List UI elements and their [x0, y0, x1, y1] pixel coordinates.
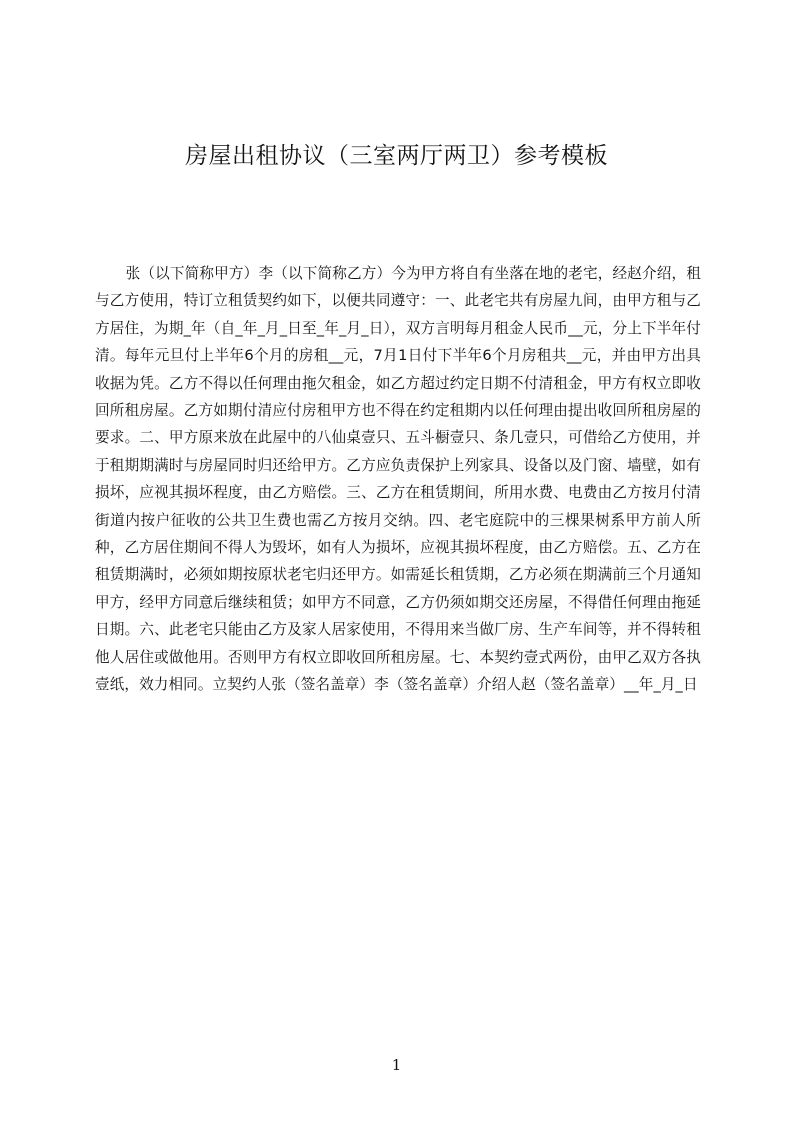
- contract-body-paragraph: 张（以下简称甲方）李（以下简称乙方）今为甲方将自有坐落在地的老宅，经赵介绍，租与乙方使用，特订立租赁契约如下，以便共同遵守：一、此老宅共有房屋九间，由甲方租与乙方居住，为期_年（自_年_月_日至_年_月_日），双方言明每月租金人民币__元，分上下半年付清。每年元旦付上半年6个月的房租__元，7月1日付下半年6个月房租共__元，并由甲方出具收据为凭。乙方不得以任何理由拖欠租金，如乙方超过约定日期不付清租金，甲方有权立即收回所租房屋。乙方如期付清应付房租甲方也不得在约定租期内以任何理由提出收回所租房屋的要求。二、甲方原来放在此屋中的八仙桌壹只、五斗橱壹只、条几壹只，可借给乙方使用，并于租期期满时与房屋同时归还给甲方。乙方应负责保护上列家具、设备以及门窗、墙壁，如有损坏，应视其损坏程度，由乙方赔偿。三、乙方在租赁期间，所用水费、电费由乙方按月付清街道内按户征收的公共卫生费也需乙方按月交纳。四、老宅庭院中的三棵果树系甲方前人所种，乙方居住期间不得人为毁坏，如有人为损坏，应视其损坏程度，由乙方赔偿。五、乙方在租赁期满时，必须如期按原状老宅归还甲方。如需延长租赁期，乙方必须在期满前三个月通知甲方，经甲方同意后继续租赁；如甲方不同意，乙方仍须如期交还房屋，不得借任何理由拖延日期。六、此老宅只能由乙方及家人居家使用，不得用来当做厂房、生产车间等，并不得转租他人居住或做他用。否则甲方有权立即收回所租房屋。七、本契约壹式两份，由甲乙双方各执壹纸，效力相同。立契约人张（签名盖章）李（签名盖章）介绍人赵（签名盖章）__年_月_日: [95, 265, 701, 694]
- document-title: 房屋出租协议（三室两厅两卫）参考模板: [185, 143, 608, 169]
- page-number: 1: [391, 1056, 402, 1074]
